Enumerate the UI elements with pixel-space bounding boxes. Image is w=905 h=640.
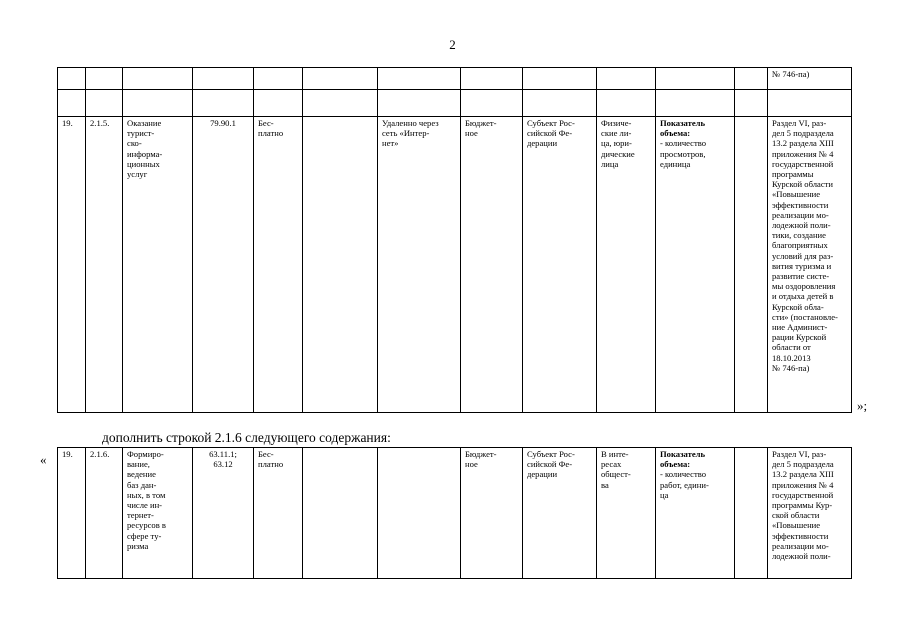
indicator-text: - количество работ, едини- ца [660,469,709,500]
okved-code: 63.11.1; 63.12 [193,448,254,579]
indicator-label: Показатель объема: [660,449,706,470]
service-name: Оказание турист- ско- информа- ционных услуг [123,117,193,413]
okved-code: 79.90.1 [193,117,254,413]
legal-basis-fragment: № 746-па) [768,68,852,90]
institution-type: Бюджет- ное [461,448,523,579]
service-code: 2.1.5. [86,117,123,413]
row-number: 19. [58,117,86,413]
table-row-gap [58,90,852,117]
payment-type: Бес- платно [254,448,303,579]
payment-type: Бес- платно [254,117,303,413]
indicator-text: - количество просмотров, единица [660,138,707,169]
institution-type: Бюджет- ное [461,117,523,413]
table-row-19 [58,117,852,413]
table-row-new [58,448,852,579]
closing-quote: »; [857,398,868,413]
service-name: Формиро- вание, ведение баз дан- ных, в том числе ин- тернет- ресурсов в сфере ту- ризма [123,448,193,579]
amendment-intro: дополнить строкой 2.1.6 следующего содержания: [102,430,391,445]
opening-quote: « [40,452,47,467]
founder: Субъект Рос- сийской Фе- дерации [523,117,597,413]
legal-basis: Раздел VI, раз- дел 5 подраздела 13.2 раздела XIII приложения № 4 государственной программы Курской области «Повышение эффективности реализации мо- лодежной поли- тики, создание благоприятных условий для раз- вития туризма и развитие систе- мы оздоровления и отдыха детей в Курской обла- сти» (постановле- ние Админист- рации Курской области от 18.10.2013 № 746-па) [768,117,852,413]
service-code: 2.1.6. [86,448,123,579]
legal-basis: Раздел VI, раз- дел 5 подраздела 13.2 раздела XIII приложения № 4 государственной программы Кур- ской области «Повышение эффективности реализации мо- лодежной поли- [768,448,852,579]
indicator-label: Показатель объема: [660,118,706,139]
services-table-new [57,447,852,579]
table-row-fragment [58,68,852,90]
row-number: 19. [58,448,86,579]
page-number: 2 [449,37,456,52]
services-table-top [57,67,852,413]
consumers: Физиче- ские ли- ца, юри- дические лица [597,117,656,413]
founder: Субъект Рос- сийской Фе- дерации [523,448,597,579]
indicator [656,117,735,413]
consumers: В инте- ресах общест- ва [597,448,656,579]
indicator [656,448,735,579]
provision-form: Удаленно через сеть «Интер- нет» [378,117,461,413]
